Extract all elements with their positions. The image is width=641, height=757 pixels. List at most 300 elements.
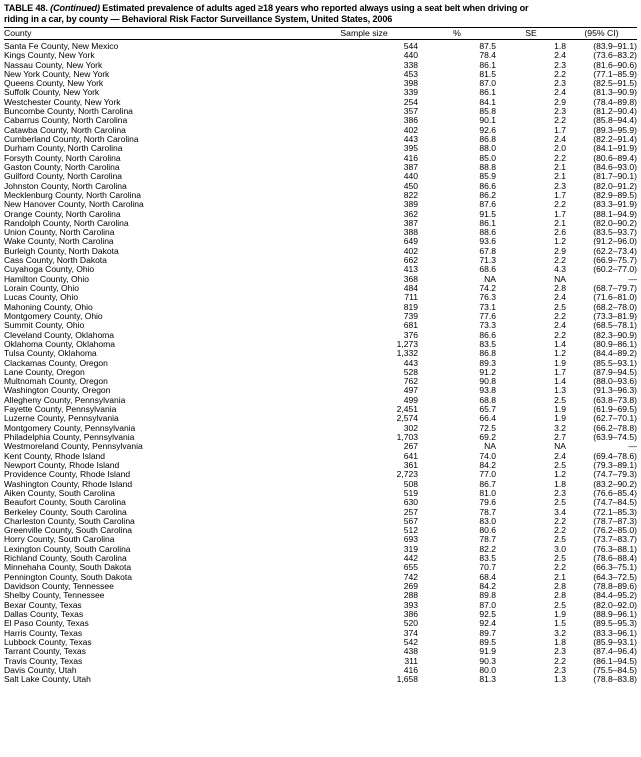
cell-sample-size: 542 (403, 636, 418, 647)
cell-percent: 77.0 (479, 469, 496, 480)
cell-se: 1.7 (554, 124, 566, 135)
cell-percent: 76.3 (479, 292, 496, 303)
cell-sample-size: 508 (403, 478, 418, 489)
cell-sample-size: 288 (403, 590, 418, 601)
cell-county: Suffolk County, New York (4, 87, 100, 98)
cell-ci: (62.2–73.4) (593, 245, 637, 256)
cell-county: Harris County, Texas (4, 627, 83, 638)
cell-se: 3.0 (554, 543, 566, 554)
cell-county: Pennington County, South Dakota (4, 571, 132, 582)
cell-sample-size: 440 (403, 50, 418, 61)
cell-ci: (85.5–93.1) (593, 357, 637, 368)
cell-percent: 89.8 (479, 590, 496, 601)
cell-percent: 88.6 (479, 227, 496, 238)
cell-county: Orange County, North Carolina (4, 208, 121, 219)
table-row (4, 284, 637, 293)
cell-ci: (83.3–96.1) (593, 627, 637, 638)
title-line1-rest: Estimated prevalence of adults aged ≥18 years who reported always using a seat belt when driving or (99, 3, 529, 13)
cell-county: Union County, North Carolina (4, 227, 115, 238)
cell-county: Cumberland County, North Carolina (4, 134, 139, 145)
cell-se: 2.5 (554, 301, 566, 312)
cell-county: Kings County, New York (4, 50, 95, 61)
cell-ci: (63.9–74.5) (593, 432, 637, 443)
table-row (4, 340, 637, 349)
cell-ci: (76.6–85.4) (593, 487, 637, 498)
cell-ci: — (628, 441, 637, 452)
cell-se: 2.3 (554, 106, 566, 117)
cell-percent: 93.8 (479, 385, 496, 396)
cell-percent: 65.7 (479, 404, 496, 415)
column-header-county: County (4, 27, 310, 40)
cell-county: Charleston County, South Carolina (4, 515, 135, 526)
cell-se: 3.2 (554, 422, 566, 433)
cell-ci: (66.9–75.7) (593, 255, 637, 266)
cell-sample-size: 257 (403, 506, 418, 517)
cell-percent: 92.6 (479, 124, 496, 135)
cell-county: Washington County, Rhode Island (4, 478, 133, 489)
cell-se: 2.4 (554, 87, 566, 98)
cell-county: Luzerne County, Pennsylvania (4, 413, 119, 424)
table-row (4, 591, 637, 600)
cell-county: Hamilton County, Ohio (4, 273, 89, 284)
cell-se: 2.2 (554, 329, 566, 340)
cell-sample-size: 438 (403, 646, 418, 657)
cell-county: Dallas County, Texas (4, 608, 84, 619)
cell-percent: 89.3 (479, 357, 496, 368)
cell-county: Summit County, Ohio (4, 320, 85, 331)
cell-ci: (66.2–78.8) (593, 422, 637, 433)
cell-percent: 90.3 (479, 655, 496, 666)
column-header-ci: (95% CI) (566, 27, 637, 40)
cell-se: 2.2 (554, 199, 566, 210)
cell-county: Berkeley County, South Carolina (4, 506, 127, 517)
cell-se: 1.2 (554, 236, 566, 247)
cell-county: Multnomah County, Oregon (4, 376, 108, 387)
table-row (4, 293, 637, 302)
cell-sample-size: 440 (403, 171, 418, 182)
cell-county: Nassau County, New York (4, 59, 103, 70)
cell-county: Lorain County, Ohio (4, 283, 80, 294)
cell-percent: 69.2 (479, 432, 496, 443)
cell-sample-size: 2,451 (396, 404, 418, 415)
cell-sample-size: 641 (403, 450, 418, 461)
cell-ci: (78.4–89.8) (593, 96, 637, 107)
cell-county: Lubbock County, Texas (4, 636, 92, 647)
cell-se: 2.3 (554, 646, 566, 657)
cell-ci: (85.9–93.1) (593, 636, 637, 647)
cell-percent: 91.9 (479, 646, 496, 657)
cell-percent: 84.1 (479, 96, 496, 107)
cell-percent: 88.0 (479, 143, 496, 154)
cell-se: 2.3 (554, 78, 566, 89)
cell-sample-size: 319 (403, 543, 418, 554)
cell-sample-size: 711 (404, 292, 418, 303)
table-body (4, 40, 637, 685)
cell-ci: (84.1–91.9) (593, 143, 637, 154)
cell-county: Travis County, Texas (4, 655, 83, 666)
cell-county: Santa Fe County, New Mexico (4, 40, 119, 51)
cell-sample-size: 512 (403, 525, 418, 536)
cell-county: Aiken County, South Carolina (4, 487, 115, 498)
cell-percent: 85.9 (479, 171, 496, 182)
cell-sample-size: 520 (403, 618, 418, 629)
cell-percent: 90.1 (479, 115, 496, 126)
cell-county: Allegheny County, Pennsylvania (4, 394, 126, 405)
cell-se: 2.9 (554, 245, 566, 256)
cell-percent: 67.8 (479, 245, 496, 256)
cell-ci: (89.5–95.3) (593, 618, 637, 629)
table-number: TABLE 48. (4, 3, 48, 13)
cell-ci: (82.5–91.5) (593, 78, 637, 89)
table-row (4, 256, 637, 265)
cell-percent: 85.8 (479, 106, 496, 117)
cell-percent: NA (484, 273, 496, 284)
cell-se: 2.3 (554, 664, 566, 675)
cell-county: Queens County, New York (4, 78, 104, 89)
cell-county: Newport County, Rhode Island (4, 459, 120, 470)
prevalence-table (4, 27, 637, 685)
cell-county: Philadelphia County, Pennsylvania (4, 432, 135, 443)
cell-se: 2.1 (554, 571, 566, 582)
cell-se: 1.8 (554, 478, 566, 489)
cell-sample-size: 402 (403, 245, 418, 256)
cell-percent: 88.8 (479, 161, 496, 172)
cell-percent: 74.2 (479, 283, 496, 294)
cell-ci: (78.7–87.3) (593, 515, 637, 526)
cell-se: 1.3 (554, 385, 566, 396)
cell-percent: 74.0 (479, 450, 496, 461)
cell-ci: (82.3–90.9) (593, 329, 637, 340)
cell-ci: (61.9–69.5) (593, 404, 637, 415)
cell-ci: (88.0–93.6) (593, 376, 637, 387)
cell-sample-size: 387 (403, 161, 418, 172)
cell-percent: 73.1 (479, 301, 496, 312)
cell-percent: 84.2 (479, 581, 496, 592)
table-row (4, 647, 637, 656)
cell-county: Lexington County, South Carolina (4, 543, 131, 554)
cell-sample-size: 402 (403, 124, 418, 135)
cell-county: Richland County, South Carolina (4, 553, 127, 564)
cell-sample-size: 544 (403, 40, 418, 51)
cell-percent: 87.0 (479, 78, 496, 89)
cell-se: 2.8 (554, 590, 566, 601)
cell-percent: 80.0 (479, 664, 496, 675)
cell-se: 2.2 (554, 68, 566, 79)
cell-ci: (82.0–90.2) (593, 217, 637, 228)
cell-se: 2.2 (554, 152, 566, 163)
column-header-sample-size: Sample size (310, 27, 418, 40)
cell-ci: (81.3–90.9) (593, 87, 637, 98)
table-row (4, 359, 637, 368)
cell-ci: (68.7–79.7) (593, 283, 637, 294)
cell-ci: (89.3–95.9) (593, 124, 637, 135)
cell-ci: (88.9–96.1) (593, 608, 637, 619)
cell-percent: 86.8 (479, 348, 496, 359)
cell-county: Shelby County, Tennessee (4, 590, 105, 601)
cell-sample-size: 254 (403, 96, 418, 107)
cell-ci: (84.4–89.2) (593, 348, 637, 359)
cell-sample-size: 519 (403, 487, 418, 498)
cell-sample-size: 484 (403, 283, 418, 294)
cell-percent: 68.8 (479, 394, 496, 405)
cell-ci: (84.4–95.2) (593, 590, 637, 601)
cell-percent: 87.5 (479, 40, 496, 51)
cell-sample-size: 1,273 (396, 338, 418, 349)
column-header-se: SE (496, 27, 566, 40)
cell-se: 1.7 (554, 189, 566, 200)
table-row (4, 666, 637, 675)
table-row (4, 638, 637, 647)
cell-ci: (60.2–77.0) (593, 264, 637, 275)
cell-se: 2.1 (554, 171, 566, 182)
cell-sample-size: 338 (403, 59, 418, 70)
cell-percent: 86.6 (479, 180, 496, 191)
cell-sample-size: 387 (403, 217, 418, 228)
header-row (4, 27, 637, 40)
cell-sample-size: 1,658 (396, 674, 418, 685)
cell-se: 1.8 (554, 40, 566, 51)
cell-se: 2.2 (554, 525, 566, 536)
cell-sample-size: 442 (403, 553, 418, 564)
cell-se: 1.7 (554, 208, 566, 219)
cell-percent: 86.6 (479, 329, 496, 340)
cell-county: Cleveland County, Oklahoma (4, 329, 115, 340)
column-header-percent: % (418, 27, 496, 40)
cell-county: Bexar County, Texas (4, 599, 82, 610)
cell-ci: (88.1–94.9) (593, 208, 637, 219)
cell-se: 2.2 (554, 655, 566, 666)
cell-ci: (85.8–94.4) (593, 115, 637, 126)
cell-sample-size: 386 (403, 608, 418, 619)
cell-ci: (82.0–91.2) (593, 180, 637, 191)
cell-ci: (84.6–93.0) (593, 161, 637, 172)
cell-ci: (80.6–89.4) (593, 152, 637, 163)
cell-sample-size: 339 (403, 87, 418, 98)
cell-county: Mecklenburg County, North Carolina (4, 189, 141, 200)
cell-sample-size: 311 (404, 655, 418, 666)
cell-percent: 72.5 (479, 422, 496, 433)
cell-sample-size: 395 (403, 143, 418, 154)
cell-county: Davis County, Utah (4, 664, 77, 675)
cell-sample-size: 1,332 (396, 348, 418, 359)
cell-sample-size: 374 (403, 627, 418, 638)
cell-percent: 86.2 (479, 189, 496, 200)
cell-ci: (82.9–89.5) (593, 189, 637, 200)
cell-sample-size: 822 (403, 189, 418, 200)
cell-se: 1.4 (554, 338, 566, 349)
cell-se: 4.3 (554, 264, 566, 275)
cell-sample-size: 450 (403, 180, 418, 191)
cell-ci: (74.7–79.3) (593, 469, 637, 480)
cell-county: Beaufort County, South Carolina (4, 497, 126, 508)
cell-percent: 78.4 (479, 50, 496, 61)
cell-sample-size: 742 (403, 571, 418, 582)
cell-ci: (66.3–75.1) (593, 562, 637, 573)
cell-county: Lane County, Oregon (4, 366, 85, 377)
cell-se: 1.4 (554, 376, 566, 387)
cell-se: NA (554, 441, 566, 452)
cell-se: 2.5 (554, 534, 566, 545)
cell-se: 2.4 (554, 450, 566, 461)
cell-percent: 78.7 (479, 534, 496, 545)
cell-percent: 77.6 (479, 310, 496, 321)
cell-percent: 80.6 (479, 525, 496, 536)
cell-percent: 89.7 (479, 627, 496, 638)
table-header (4, 27, 637, 40)
cell-ci: (72.1–85.3) (593, 506, 637, 517)
cell-county: Durham County, North Carolina (4, 143, 123, 154)
cell-sample-size: 630 (403, 497, 418, 508)
cell-ci: (83.2–90.2) (593, 478, 637, 489)
table-row (4, 675, 637, 684)
cell-sample-size: 443 (403, 134, 418, 145)
cell-percent: 86.1 (479, 59, 496, 70)
cell-county: Oklahoma County, Oklahoma (4, 338, 115, 349)
cell-se: 1.9 (554, 404, 566, 415)
cell-se: 1.7 (554, 366, 566, 377)
cell-county: Cuyahoga County, Ohio (4, 264, 95, 275)
cell-county: Randolph County, North Carolina (4, 217, 129, 228)
cell-ci: (73.3–81.9) (593, 310, 637, 321)
cell-county: Cass County, North Dakota (4, 255, 107, 266)
table-row (4, 312, 637, 321)
cell-se: 2.0 (554, 143, 566, 154)
cell-sample-size: 497 (403, 385, 418, 396)
cell-sample-size: 662 (403, 255, 418, 266)
cell-county: Cabarrus County, North Carolina (4, 115, 128, 126)
cell-ci: (71.6–81.0) (593, 292, 637, 303)
cell-se: 2.5 (554, 394, 566, 405)
cell-se: 2.2 (554, 115, 566, 126)
cell-sample-size: 267 (403, 441, 418, 452)
cell-county: Salt Lake County, Utah (4, 674, 91, 685)
cell-se: 1.2 (554, 469, 566, 480)
cell-percent: 87.6 (479, 199, 496, 210)
cell-percent: 79.6 (479, 497, 496, 508)
cell-percent: 68.4 (479, 571, 496, 582)
cell-percent: 68.6 (479, 264, 496, 275)
cell-sample-size: 819 (403, 301, 418, 312)
cell-ci: (83.5–93.7) (593, 227, 637, 238)
cell-sample-size: 762 (403, 376, 418, 387)
cell-sample-size: 389 (403, 199, 418, 210)
cell-county: Horry County, South Carolina (4, 534, 115, 545)
cell-county: Westmoreland County, Pennsylvania (4, 441, 143, 452)
cell-county: Buncombe County, North Carolina (4, 106, 133, 117)
cell-percent: 92.4 (479, 618, 496, 629)
cell-sample-size: 302 (403, 422, 418, 433)
cell-county: Providence County, Rhode Island (4, 469, 131, 480)
cell-sample-size: 681 (403, 320, 418, 331)
table-row (4, 40, 637, 51)
cell-percent: 81.3 (479, 674, 496, 685)
cell-county: Guilford County, North Carolina (4, 171, 122, 182)
cell-ci: (91.3–96.3) (593, 385, 637, 396)
cell-ci: (87.9–94.5) (593, 366, 637, 377)
cell-se: 2.2 (554, 310, 566, 321)
table-row (4, 265, 637, 274)
cell-ci: (63.8–73.8) (593, 394, 637, 405)
cell-ci: (81.7–90.1) (593, 171, 637, 182)
cell-ci: (77.1–85.9) (593, 68, 637, 79)
cell-percent: 78.7 (479, 506, 496, 517)
cell-se: 2.4 (554, 134, 566, 145)
cell-se: 2.8 (554, 581, 566, 592)
cell-se: 2.2 (554, 255, 566, 266)
cell-se: 3.4 (554, 506, 566, 517)
table-title (4, 3, 637, 26)
cell-county: New Hanover County, North Carolina (4, 199, 144, 210)
cell-ci: (82.0–92.0) (593, 599, 637, 610)
table-row (4, 601, 637, 610)
cell-ci: (81.2–90.4) (593, 106, 637, 117)
cell-sample-size: 453 (403, 68, 418, 79)
cell-se: 1.9 (554, 413, 566, 424)
title-line2: riding in a car, by county — Behavioral Risk Factor Surveillance System, United States, 2006 (4, 14, 393, 25)
continued-marker: (Continued) (50, 3, 100, 13)
cell-county: Greenville County, South Carolina (4, 525, 132, 536)
cell-se: 1.2 (554, 348, 566, 359)
cell-ci: (73.6–83.2) (593, 50, 637, 61)
cell-county: Tulsa County, Oklahoma (4, 348, 97, 359)
cell-county: Davidson County, Tennessee (4, 581, 114, 592)
cell-sample-size: 393 (403, 599, 418, 610)
cell-percent: 93.6 (479, 236, 496, 247)
cell-se: 1.3 (554, 674, 566, 685)
cell-sample-size: 1,703 (396, 432, 418, 443)
cell-se: 2.8 (554, 283, 566, 294)
cell-sample-size: 357 (403, 106, 418, 117)
cell-county: Burleigh County, North Dakota (4, 245, 119, 256)
cell-se: 2.1 (554, 217, 566, 228)
cell-se: 2.2 (554, 562, 566, 573)
cell-percent: 83.5 (479, 338, 496, 349)
table-row (4, 629, 637, 638)
cell-percent: 87.0 (479, 599, 496, 610)
cell-sample-size: 388 (403, 227, 418, 238)
cell-sample-size: 361 (403, 459, 418, 470)
cell-percent: 70.7 (479, 562, 496, 573)
cell-county: Gaston County, North Carolina (4, 161, 120, 172)
cell-se: 2.4 (554, 50, 566, 61)
cell-sample-size: 416 (403, 152, 418, 163)
cell-percent: 86.7 (479, 478, 496, 489)
cell-se: 2.5 (554, 599, 566, 610)
cell-sample-size: 386 (403, 115, 418, 126)
cell-percent: 81.5 (479, 68, 496, 79)
cell-se: 2.5 (554, 553, 566, 564)
cell-se: 2.6 (554, 227, 566, 238)
cell-se: 2.5 (554, 497, 566, 508)
cell-ci: (81.6–90.6) (593, 59, 637, 70)
cell-sample-size: 416 (403, 664, 418, 675)
table-row (4, 619, 637, 628)
cell-sample-size: 739 (403, 310, 418, 321)
cell-county: Montgomery County, Pennsylvania (4, 422, 136, 433)
cell-ci: (87.4–96.4) (593, 646, 637, 657)
cell-sample-size: 413 (403, 264, 418, 275)
cell-se: 3.2 (554, 627, 566, 638)
cell-percent: 66.4 (479, 413, 496, 424)
cell-ci: (62.7–70.1) (593, 413, 637, 424)
cell-county: El Paso County, Texas (4, 618, 89, 629)
cell-ci: (83.9–91.1) (593, 40, 637, 51)
cell-percent: 83.5 (479, 553, 496, 564)
cell-ci: (73.7–83.7) (593, 534, 637, 545)
cell-ci: (82.2–91.4) (593, 134, 637, 145)
cell-sample-size: 655 (403, 562, 418, 573)
cell-ci: (78.8–89.6) (593, 581, 637, 592)
